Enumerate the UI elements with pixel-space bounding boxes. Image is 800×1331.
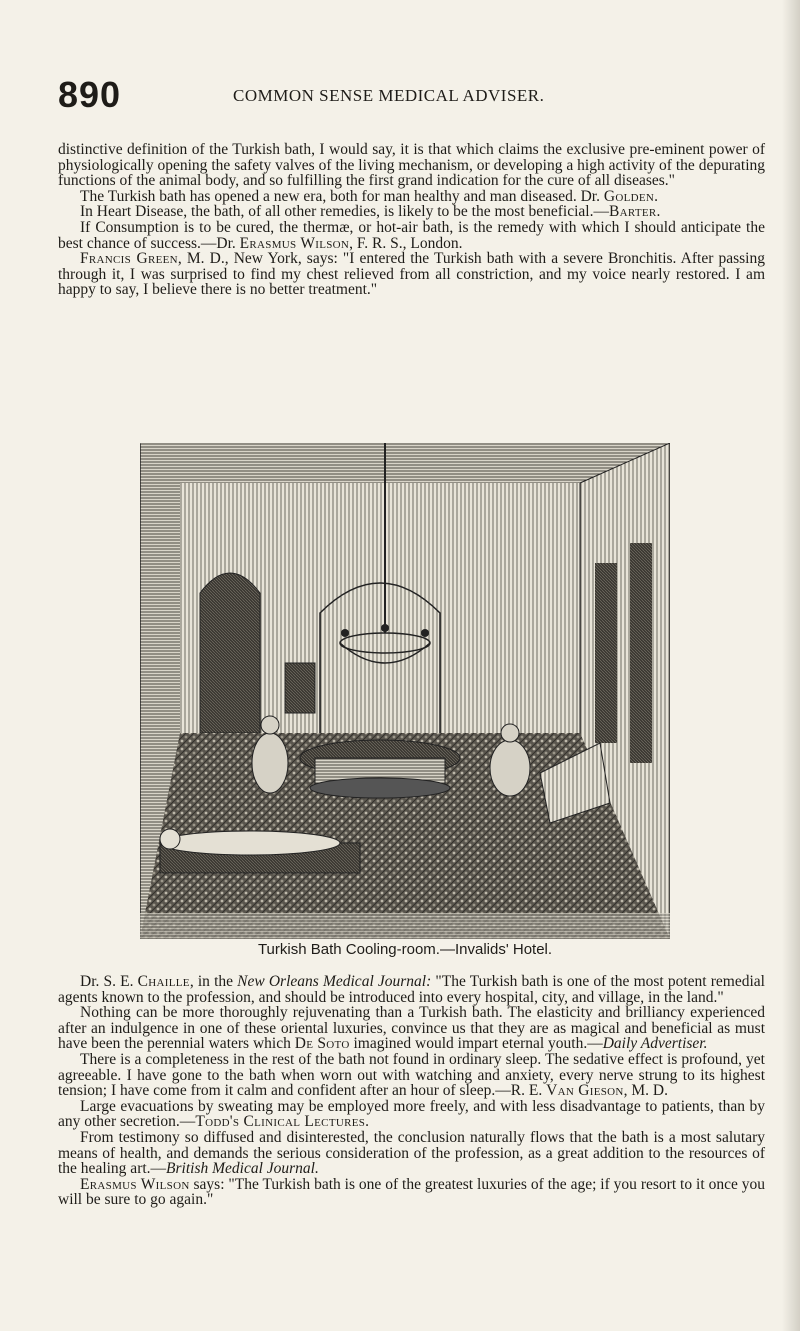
paragraph-wilson-luxury: Erasmus Wilson says: "The Turkish bath is one of the greatest luxuries of the age; if you resort to it once you will be sure to go again." bbox=[58, 1175, 765, 1209]
paragraph-green: Francis Green, M. D., New York, says: "I entered the Turkish bath with a severe Bronchitis. After passing through it, I was surprised to find my chest relieved from all constriction, and my voice nearly restored. I am happy to say, I believe there is no better treatment." bbox=[58, 250, 765, 299]
running-head: COMMON SENSE MEDICAL ADVISER. bbox=[233, 86, 545, 105]
engraving-illustration bbox=[140, 443, 670, 939]
page-header bbox=[58, 74, 758, 114]
top-text-block bbox=[58, 142, 765, 298]
figure-caption: Turkish Bath Cooling-room.—Invalids' Hotel. bbox=[257, 941, 553, 958]
paragraph-british-journal: From testimony so diffused and disinterested, the conclusion naturally flows that the bath is a most salutary means of health, and demands the serious consideration of the profession, as a great addition to the resources of the healing art.—British Medical Journal. bbox=[58, 1128, 765, 1178]
page-number: 890 bbox=[58, 74, 122, 115]
paragraph-wilson: If Consumption is to be cured, the thermæ, or hot-air bath, is the remedy with which I should anticipate the best chance of success.—Dr. Erasmus Wilson, F. R. S., London. bbox=[58, 218, 765, 252]
bottom-text-block bbox=[58, 974, 765, 1208]
paragraph-chaille: Dr. S. E. Chaille, in the New Orleans Medical Journal: "The Turkish bath is one of the most potent remedial agents known to the profession, and should be introduced into every hospital, city, and village, in the land." bbox=[58, 973, 765, 1006]
paragraph-definition: distinctive definition of the Turkish bath, I would say, it is that which claims the exclusive pre-eminent power of physiologically opening the safety valves of the living mechanism, or developing a high activity of the depurating functions of the animal body, and so fulfilling the first grand indication for the cure of all diseases." bbox=[58, 141, 765, 190]
cooling-room-engraving bbox=[140, 443, 670, 939]
page-edge-shadow bbox=[782, 0, 800, 1331]
paragraph-rejuvenating: Nothing can be more thoroughly rejuvenating than a Turkish bath. The elasticity and brilliancy experienced after an indulgence in one of these oriental luxuries, convince us that they are as magical and beneficial as must have been the perennial waters which De Soto imagined would impart eternal youth.—Daily Advertiser. bbox=[58, 1004, 765, 1053]
paragraph-barter: In Heart Disease, the bath, of all other remedies, is likely to be the most beneficial.—Barter. bbox=[80, 203, 661, 221]
paragraph-golden: The Turkish bath has opened a new era, both for man healthy and man diseased. Dr. Golden. bbox=[80, 187, 658, 205]
paragraph-todd: Large evacuations by sweating may be employed more freely, and with less disadvantage to patients, than by any other secretion.—Todd's Clinical Lectures. bbox=[58, 1097, 765, 1131]
paragraph-gieson: There is a completeness in the rest of the bath not found in ordinary sleep. The sedative effect is profound, yet agreeable. I have gone to the bath when worn out with watching and anxiety, every nerve strung to its highest tension; I have come from it calm and confident after an hour of sleep.—R. E. Van Gieson, M. D. bbox=[58, 1050, 765, 1100]
